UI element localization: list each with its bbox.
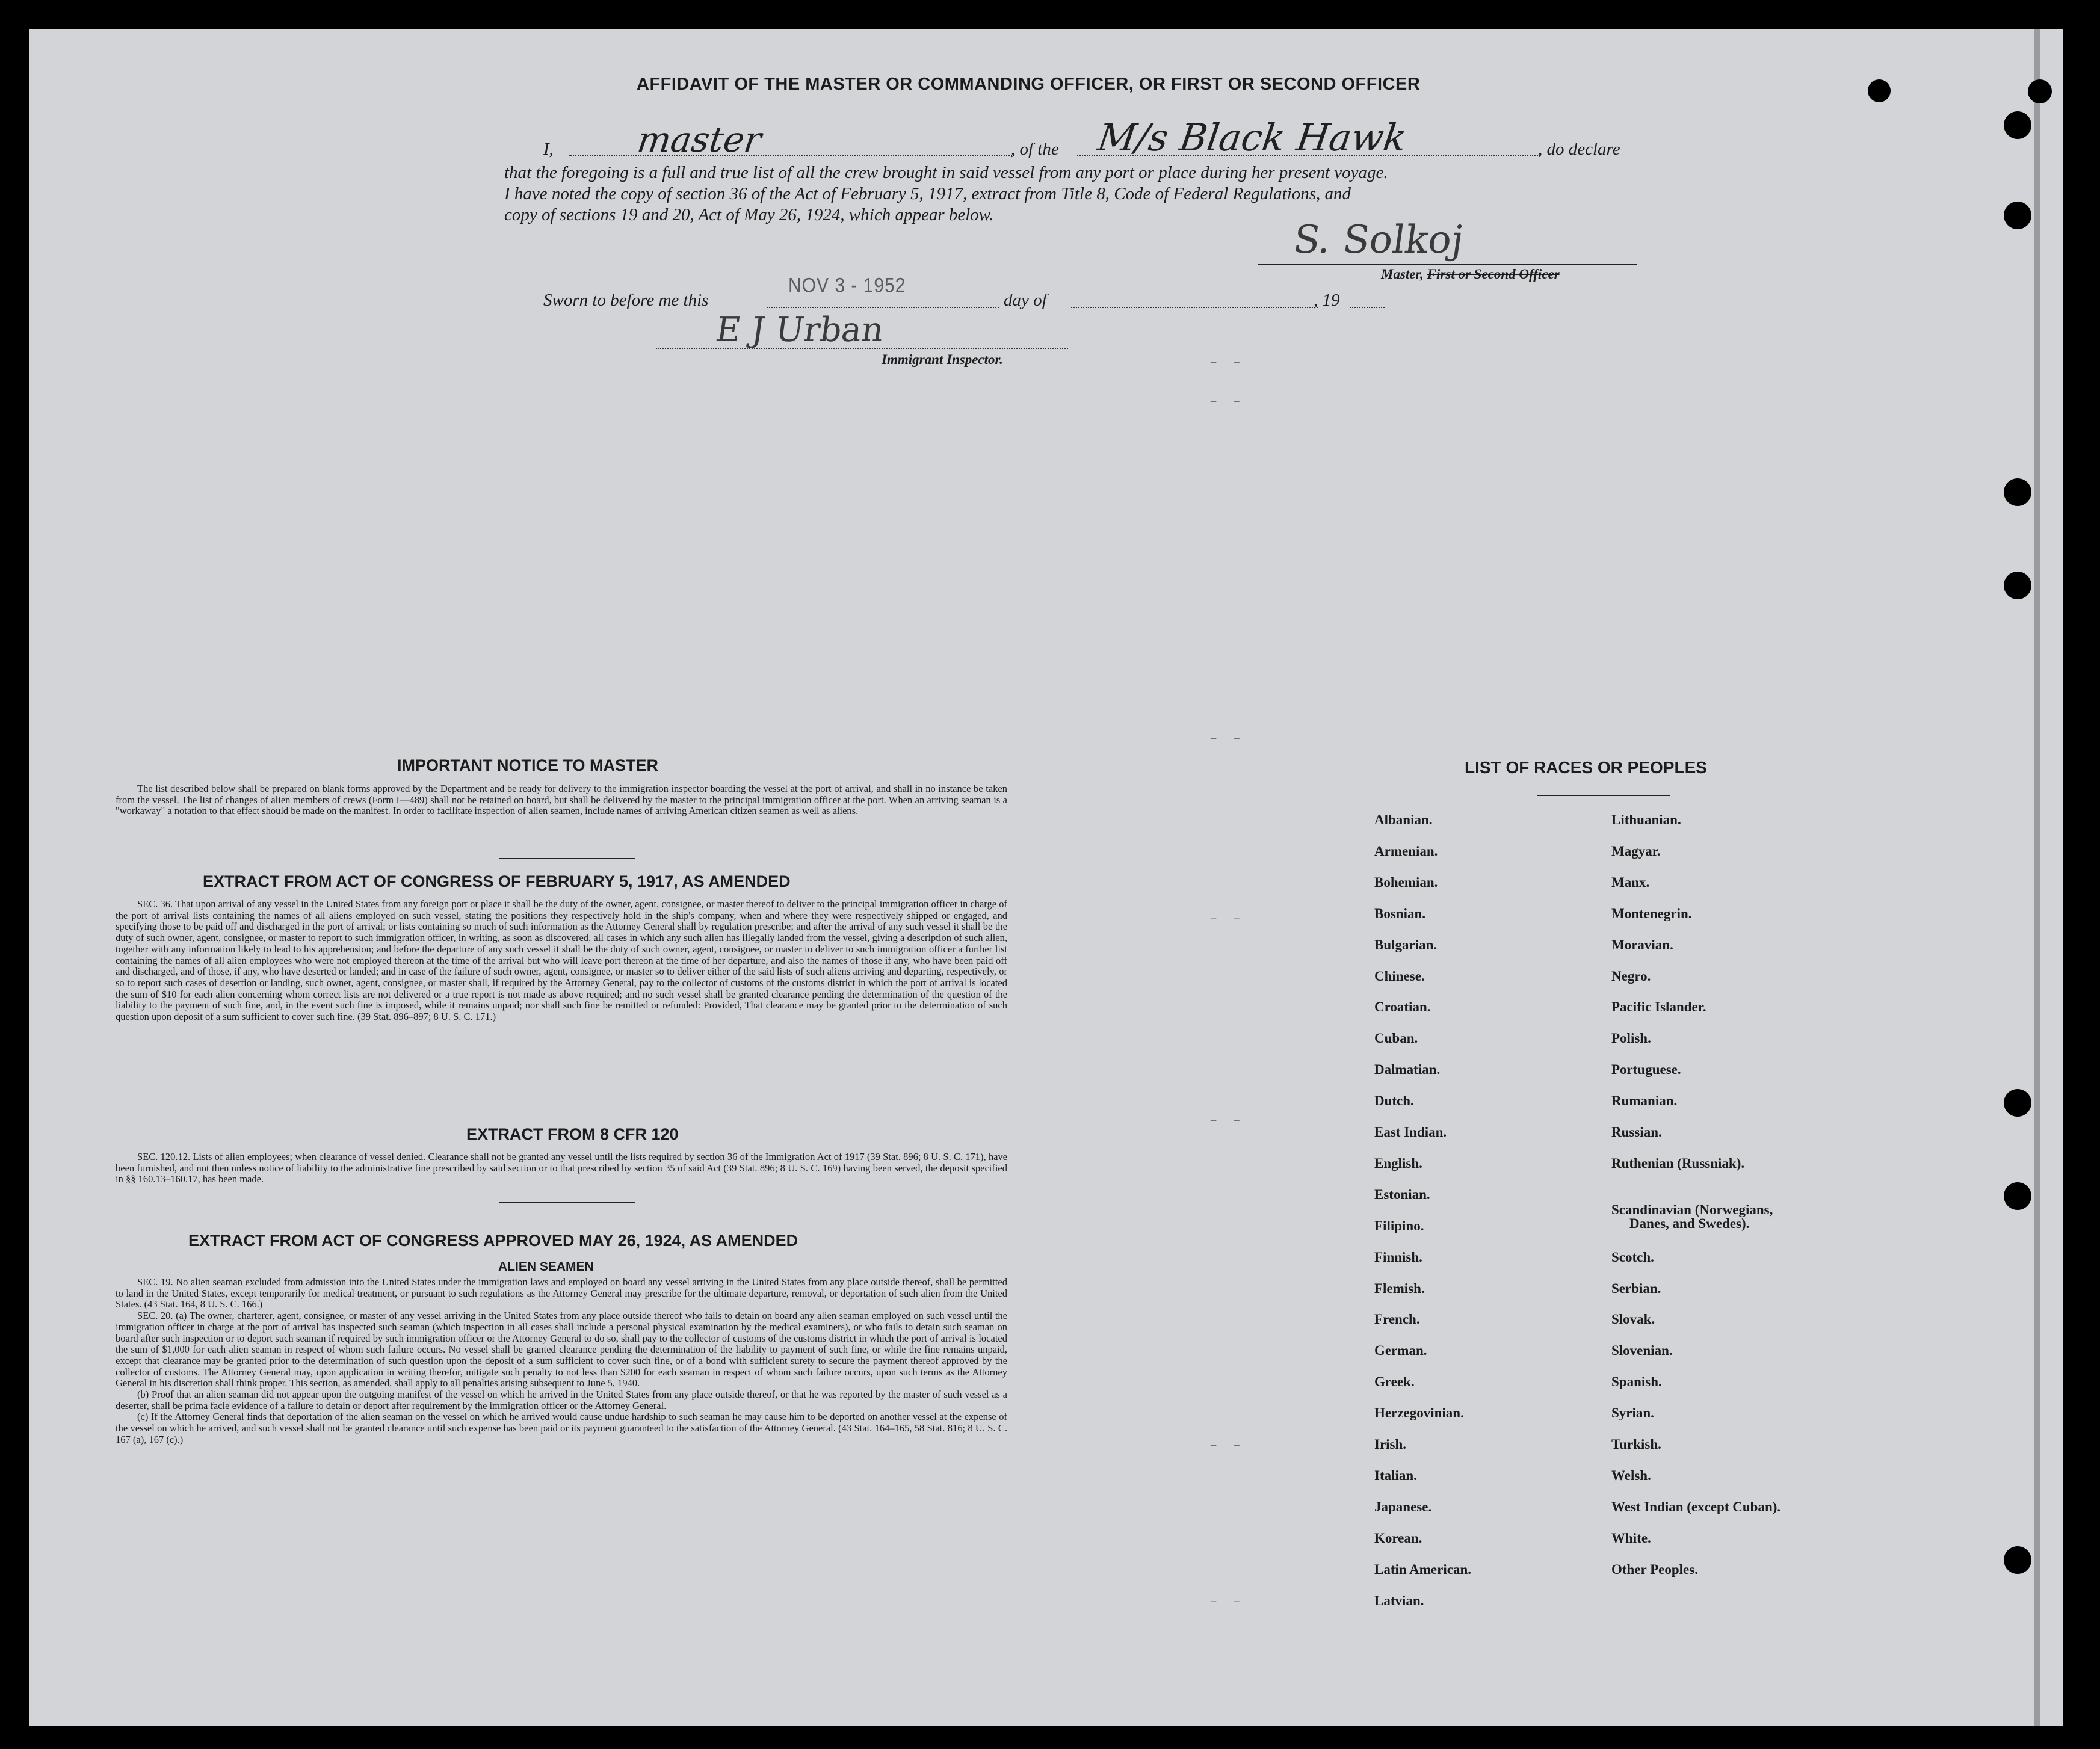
race-item: Syrian.	[1611, 1405, 1654, 1421]
race-item: Rumanian.	[1611, 1093, 1678, 1109]
race-item: Pacific Islander.	[1611, 999, 1706, 1015]
extract-1917-text: SEC. 36. That upon arrival of any vessel in the United States from any foreign port or place it shall be the duty of the owner, agent, consignee, or master thereof to deliver to the principal immigration officer in charge of the port of arrival lists containing the names of all aliens employed on such vessel, stating the positions they respectively hold in the ship's company, when and where they were respectively shipped or engaged, and specifying those to be paid off and discharged in the port of arrival; or lists containing so much of such information as the Attorney General shall by regulation prescribe; and after the arrival of any such vessel it shall be the duty of such owner, agent, consignee, or master to report to such immigration officer, in writing, as soon as discovered, all cases in which any such alien has illegally landed from the vessel, giving a description of such alien, together with any information likely to lead to his apprehension; and before the departure of any such vessel it shall be the duty of such owner, agent, consignee, or master to deliver to such immigration officer a further list containing the names of all alien employees who were not employed thereon at the time of the arrival but who will leave port thereon at the time of her departure, and also the names of those if any, who have been paid off and discharged, and of those, if any, who have deserted or landed; and in case of the failure of such owner, agent, consignee, or master so to deliver either of the said lists of such aliens arriving and departing, respectively, or so to report such cases of desertion or landing, such owner, agent, consignee, or master shall, if required by the Attorney General, pay to the collector of customs of the customs district in which the port of arrival is located the sum of $10 for each alien concerning whom correct lists are not delivered or a true report is not made as above required; and no such vessel shall be granted clearance pending the determination of the question of the liability to the payment of such fine, and, in the event such fine is imposed, while it remains unpaid; nor shall such fine be remitted or refunded: Provided, That clearance may be granted prior to the determination of such question upon deposit of a sum sufficient to cover such fine. (39 Stat. 896–897; 8 U. S. C. 171.)	[116, 898, 1007, 1023]
binder-hole	[2004, 111, 2031, 139]
race-item: English.	[1374, 1155, 1422, 1171]
declare-label: , do declare	[1538, 140, 1620, 159]
race-item: Chinese.	[1374, 968, 1425, 984]
of-the-label: , of the	[1011, 140, 1059, 159]
race-item: Scandinavian (Norwegians,	[1611, 1201, 1773, 1217]
race-item: Welsh.	[1611, 1467, 1651, 1483]
race-item: Spanish.	[1611, 1374, 1662, 1390]
divider	[1537, 795, 1670, 796]
binder-hole	[2004, 1089, 2031, 1117]
affidavit-line-3: I have noted the copy of section 36 of the Act of February 5, 1917, extract from Title 8, Code of Federal Regulations, and	[504, 184, 1351, 203]
sworn-label: Sworn to before me this	[543, 291, 709, 310]
sec-20a-text: SEC. 20. (a) The owner, charterer, agent, consignee, or master of any vessel arriving in the United States from any place outside thereof who fails to detain on board any alien seaman employed on such vessel until the immigration officer in charge at the port of arrival has inspected such seaman (which inspection in all cases shall include a personal physical examination by the medical examiners), or who fails to detain such seaman on board after such inspection or to deport such seaman if required by such immigration officer or the Attorney General to do so, shall pay to the collector of customs of the customs district in which the port of arrival is located the sum of $1,000 for each alien seaman in respect of whom such failure occurs. No vessel shall be granted clearance pending the determination of the liability to payment of such fine, or while the fine remains unpaid, except that clearance may be granted prior to the determination of such question upon the deposit of a sum sufficient to cover such fine, or of a bond with sufficient surety to secure the payment thereof approved by the collector of customs. The Attorney General may, upon application in writing therefor, mitigate such penalty to not less than $200 for each seaman in respect of whom such failure occurs, upon such terms as the Attorney General in his discretion shall think proper. This section, as amended, shall apply to all penalties arising subsequent to June 5, 1940.	[116, 1310, 1007, 1389]
month-rule	[1071, 307, 1318, 308]
race-item: Other Peoples.	[1611, 1561, 1698, 1577]
affidavit-line-2: that the foregoing is a full and true list of all the crew brought in said vessel from any port or place during her present voyage.	[504, 163, 1388, 182]
binder-hole	[2004, 202, 2031, 229]
vessel-handwritten: M/s Black Hawk	[1095, 116, 1410, 159]
sec-20c-text: (c) If the Attorney General finds that deportation of the alien seaman on the vessel on which he arrived would cause undue hardship to such seaman he may cause him to be deported on another vessel at the expense of the vessel on which he arrived, and such vessel shall not be granted clearance until such expense has been paid or its payment guaranteed to the satisfaction of the Attorney General. (43 Stat. 164–165, 58 Stat. 816; 8 U. S. C. 167 (a), 167 (c).)	[116, 1411, 1007, 1445]
notice-text: The list described below shall be prepared on blank forms approved by the Department and be ready for delivery to the immigration inspector boarding the vessel at the port of arrival, and shall in no instance be taken from the vessel. The list of changes of alien members of crews (Form I—489) shall not be retained on board, but shall be delivered by the master to the principal immigration officer at the port. When an arriving seaman is a "workaway" a notation to that effect should be made on the manifest. In order to facilitate inspection of alien seamen, include names of arriving American citizen seamen as well as aliens.	[116, 783, 1007, 817]
race-item: Irish.	[1374, 1437, 1407, 1452]
i-label: I,	[543, 140, 554, 159]
race-item: Korean.	[1374, 1530, 1422, 1546]
extract-1924-text	[116, 1277, 1007, 1446]
officer-handwritten: master	[635, 119, 764, 160]
bleed-through-mark: – –	[1209, 394, 1244, 409]
bleed-through-mark: – –	[1209, 1594, 1244, 1609]
race-item: Filipino.	[1374, 1218, 1424, 1233]
race-item: French.	[1374, 1312, 1420, 1327]
race-item: Japanese.	[1374, 1499, 1432, 1514]
affidavit-line-4: copy of sections 19 and 20, Act of May 26, 1924, which appear below.	[504, 205, 994, 224]
year-rule	[1350, 307, 1385, 308]
bleed-through-mark: – –	[1209, 912, 1244, 927]
race-item: Slovenian.	[1611, 1343, 1673, 1359]
race-item: Albanian.	[1374, 812, 1433, 827]
binder-hole	[2028, 79, 2052, 103]
struck-officer-text: First or Second Officer	[1427, 267, 1560, 282]
race-item: Croatian.	[1374, 999, 1431, 1015]
divider	[499, 858, 635, 859]
bleed-through-mark: – –	[1209, 355, 1244, 370]
race-item: Montenegrin.	[1611, 905, 1692, 921]
master-signature-line	[1258, 264, 1637, 265]
race-item: Bulgarian.	[1374, 937, 1438, 952]
inspector-signature: E J Urban	[713, 310, 886, 350]
extract-cfr-title: EXTRACT FROM 8 CFR 120	[466, 1125, 679, 1143]
race-item: Turkish.	[1611, 1437, 1661, 1452]
bleed-through-mark: – –	[1209, 1438, 1244, 1453]
race-item: Danes, and Swedes).	[1629, 1215, 1750, 1231]
race-item: Serbian.	[1611, 1280, 1661, 1296]
race-item: Bohemian.	[1374, 874, 1438, 890]
race-item: Herzegovinian.	[1374, 1405, 1464, 1421]
year-label: , 19	[1314, 291, 1340, 310]
extract-cfr-text: SEC. 120.12. Lists of alien employees; when clearance of vessel denied. Clearance shall not be granted any vessel until the lists required by section 36 of the Immigration Act of 1917 (39 Stat. 896; 8 U. S. C. 171), have been furnished, and not then unless notice of liability to the administrative fine prescribed by said section or to that prescribed by section 35 of said Act (39 Stat. 896; 8 U. S. C. 169) having been served, the deposit specified in §§ 160.13–160.17, has been made.	[116, 1151, 1007, 1185]
date-stamp: NOV 3 - 1952	[788, 274, 906, 297]
race-item: Cuban.	[1374, 1031, 1418, 1046]
race-item: Italian.	[1374, 1467, 1417, 1483]
race-item: Manx.	[1611, 874, 1650, 890]
divider	[499, 1202, 635, 1203]
races-title: LIST OF RACES OR PEOPLES	[1465, 758, 1707, 777]
sec-20b-text: (b) Proof that an alien seaman did not appear upon the outgoing manifest of the vessel on which he arrived in the United States from any place outside thereof, or that he was reported by the master of such vessel as a deserter, shall be prima facie evidence of a failure to detain or deport after requirement by the immigration officer or the Attorney General.	[116, 1389, 1007, 1411]
binder-hole	[2004, 1546, 2031, 1574]
page-edge	[2034, 29, 2040, 1726]
inspector-rule	[656, 348, 1068, 349]
race-item: West Indian (except Cuban).	[1611, 1499, 1781, 1514]
bleed-through-mark: – –	[1209, 1113, 1244, 1128]
race-item: Latin American.	[1374, 1561, 1471, 1577]
bleed-through-mark: – –	[1209, 731, 1244, 746]
sworn-date-rule	[767, 307, 999, 308]
race-item: Finnish.	[1374, 1249, 1422, 1265]
alien-seamen-subtitle: ALIEN SEAMEN	[498, 1260, 594, 1274]
race-item: Negro.	[1611, 968, 1651, 984]
race-item: Moravian.	[1611, 937, 1673, 952]
race-item: Estonian.	[1374, 1186, 1430, 1202]
binder-hole	[1868, 79, 1891, 102]
race-item: Scotch.	[1611, 1249, 1654, 1265]
sec-19-text: SEC. 19. No alien seaman excluded from admission into the United States under the immigration laws and employed on board any vessel arriving in the United States from any place outside thereof, shall be permitted to land in the United States, except temporarily for medical treatment, or pursuant to such regulations as the Attorney General may prescribe for the ultimate departure, removal, or deportation of such alien from the United States. (43 Stat. 164, 8 U. S. C. 166.)	[116, 1276, 1007, 1310]
race-item: Portuguese.	[1611, 1062, 1681, 1078]
master-signature: S. Solkoj	[1290, 218, 1467, 262]
race-item: Latvian.	[1374, 1593, 1424, 1608]
race-item: Greek.	[1374, 1374, 1415, 1390]
race-item: Lithuanian.	[1611, 812, 1681, 827]
race-item: Dutch.	[1374, 1093, 1414, 1109]
extract-1917-title: EXTRACT FROM ACT OF CONGRESS OF FEBRUARY 5, 1917, AS AMENDED	[203, 872, 791, 890]
race-item: Magyar.	[1611, 843, 1661, 859]
race-item: East Indian.	[1374, 1124, 1447, 1140]
binder-hole	[2004, 1182, 2031, 1210]
race-item: White.	[1611, 1530, 1651, 1546]
binder-hole	[2004, 478, 2031, 506]
race-item: Russian.	[1611, 1124, 1662, 1140]
affidavit-heading: AFFIDAVIT OF THE MASTER OR COMMANDING OFFICER, OR FIRST OR SECOND OFFICER	[637, 75, 1421, 94]
inspector-caption: Immigrant Inspector.	[882, 352, 1003, 367]
race-item: Polish.	[1611, 1031, 1651, 1046]
race-item: Ruthenian (Russniak).	[1611, 1155, 1745, 1171]
master-caption: Master, First or Second Officer	[1381, 267, 1560, 282]
notice-title: IMPORTANT NOTICE TO MASTER	[397, 756, 658, 774]
race-item: Dalmatian.	[1374, 1062, 1441, 1078]
extract-1924-title: EXTRACT FROM ACT OF CONGRESS APPROVED MAY 26, 1924, AS AMENDED	[188, 1232, 798, 1250]
binder-hole	[2004, 572, 2031, 599]
race-item: German.	[1374, 1343, 1427, 1359]
race-item: Flemish.	[1374, 1280, 1425, 1296]
day-of-label: day of	[1004, 291, 1047, 310]
race-item: Slovak.	[1611, 1312, 1655, 1327]
race-item: Bosnian.	[1374, 905, 1426, 921]
race-item: Armenian.	[1374, 843, 1438, 859]
